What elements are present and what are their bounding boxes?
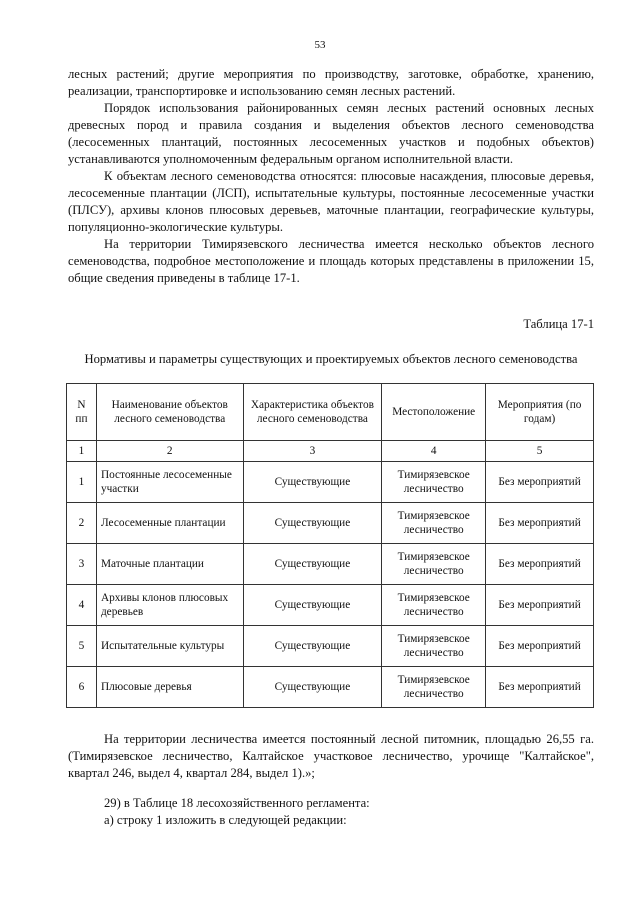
object-location: Тимирязевское лесничество: [382, 503, 486, 544]
object-name: Постоянные лесосеменные участки: [96, 462, 243, 503]
object-activities: Без мероприятий: [486, 544, 594, 585]
closing-text: [68, 731, 594, 782]
page-number: 53: [314, 39, 326, 51]
row-number: 5: [67, 626, 97, 667]
table-row: [67, 462, 594, 503]
object-name: Маточные плантации: [96, 544, 243, 585]
row-number: 6: [67, 667, 97, 708]
column-number: 2: [96, 441, 243, 462]
header-object-characteristic: Характеристика объектов лесного семеноводства: [243, 384, 382, 441]
object-location: Тимирязевское лесничество: [382, 544, 486, 585]
row-number: 3: [67, 544, 97, 585]
row-number: 1: [67, 462, 97, 503]
object-activities: Без мероприятий: [486, 667, 594, 708]
paragraph-seed-usage-order: Порядок использования районированных семян лесных растений основных лесных древесных пород и правила создания и выделения объектов лесного семеноводства (лесосеменных плантаций, постоянных лесосеменных участков и подобных объектов) устанавливаются уполномоченным федеральным органом исполнительной власти.: [68, 101, 594, 166]
row-number: 2: [67, 503, 97, 544]
object-activities: Без мероприятий: [486, 462, 594, 503]
table-row: [67, 503, 594, 544]
paragraph-nursery: На территории лесничества имеется постоянный лесной питомник, площадью 26,55 га. (Тимирязевское лесничество, Калтайское участковое лесничество, урочище "Калтайское", квартал 246, выдел 4, квартал 284, выдел 1).»;: [68, 732, 594, 780]
paragraph-timiryazevsky-objects: На территории Тимирязевского лесничества имеется несколько объектов лесного семеноводства, подробное местоположение и площадь которых представлены в приложении 15, общие сведения приведены в таблице 17-1.: [68, 237, 594, 285]
object-activities: Без мероприятий: [486, 503, 594, 544]
header-activities: Мероприятия (по годам): [486, 384, 594, 441]
paragraph-continuation: лесных растений; другие мероприятия по производству, заготовке, обработке, хранению, реализации, транспортировке и использованию семян лесных растений.: [68, 67, 594, 98]
object-activities: Без мероприятий: [486, 585, 594, 626]
object-name: Плюсовые деревья: [96, 667, 243, 708]
table-label: Таблица 17-1: [523, 317, 594, 331]
column-number: 5: [486, 441, 594, 462]
amendment-subitem: а) строку 1 изложить в следующей редакции:: [104, 813, 347, 827]
row-number: 4: [67, 585, 97, 626]
object-activities: Без мероприятий: [486, 626, 594, 667]
object-status: Существующие: [243, 544, 382, 585]
object-status: Существующие: [243, 626, 382, 667]
object-name: Архивы клонов плюсовых деревьев: [96, 585, 243, 626]
intro-text: [68, 66, 594, 287]
object-name: Испытательные культуры: [96, 626, 243, 667]
header-number: N пп: [67, 384, 97, 441]
object-status: Существующие: [243, 667, 382, 708]
object-location: Тимирязевское лесничество: [382, 585, 486, 626]
column-number: 3: [243, 441, 382, 462]
object-status: Существующие: [243, 585, 382, 626]
object-status: Существующие: [243, 462, 382, 503]
table-header-row: [67, 384, 594, 441]
header-location: Местоположение: [382, 384, 486, 441]
object-location: Тимирязевское лесничество: [382, 462, 486, 503]
column-number: 1: [67, 441, 97, 462]
column-number-row: [67, 441, 594, 462]
table-row: [67, 626, 594, 667]
paragraph-seed-objects-list: К объектам лесного семеноводства относятся: плюсовые насаждения, плюсовые деревья, лесосеменные плантации (ЛСП), испытательные культуры, постоянные лесосеменные участки (ПЛСУ), архивы клонов плюсовых деревьев, маточные плантации, географические культуры, популяционно-экологические культуры.: [68, 169, 594, 234]
table-row: [67, 544, 594, 585]
seed-objects-table: [66, 383, 594, 708]
object-location: Тимирязевское лесничество: [382, 667, 486, 708]
column-number: 4: [382, 441, 486, 462]
amendment-item: 29) в Таблице 18 лесохозяйственного регламента:: [104, 796, 370, 810]
object-name: Лесосеменные плантации: [96, 503, 243, 544]
table-row: [67, 667, 594, 708]
table-title: Нормативы и параметры существующих и проектируемых объектов лесного семеноводства: [84, 352, 578, 366]
object-status: Существующие: [243, 503, 382, 544]
header-object-name: Наименование объектов лесного семеноводства: [96, 384, 243, 441]
object-location: Тимирязевское лесничество: [382, 626, 486, 667]
table-row: [67, 585, 594, 626]
